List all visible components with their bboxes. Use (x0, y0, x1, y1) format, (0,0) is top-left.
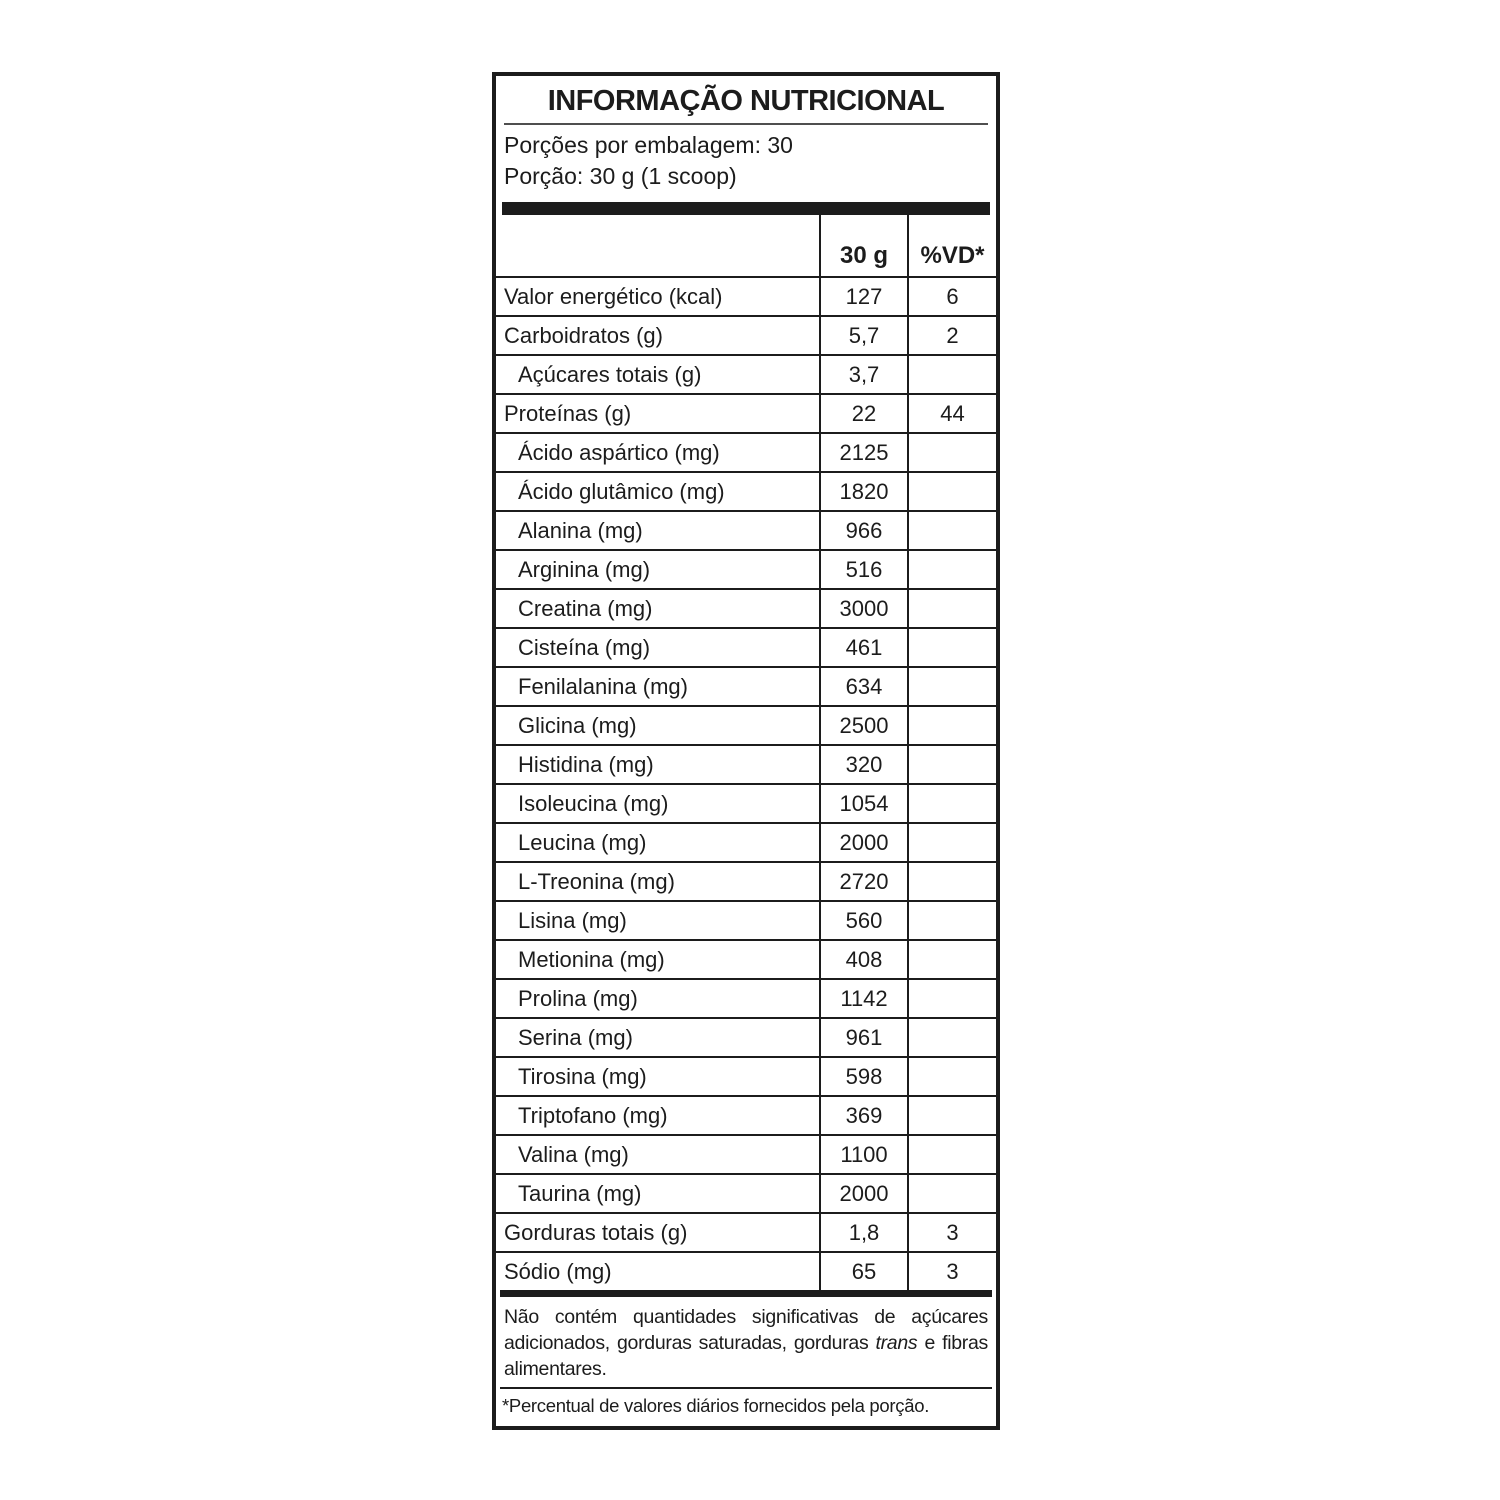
table-row (496, 433, 996, 472)
row-amount-cell: 1054 (820, 784, 908, 823)
row-name-cell: Alanina (mg) (496, 511, 820, 550)
row-name-cell: Prolina (mg) (496, 979, 820, 1018)
table-row (496, 1018, 996, 1057)
row-name-cell: Tirosina (mg) (496, 1057, 820, 1096)
table-row (496, 589, 996, 628)
row-name-cell: Gorduras totais (g) (496, 1213, 820, 1252)
table-row (496, 823, 996, 862)
header-dv-cell: %VD* (908, 215, 996, 277)
row-amount-cell: 1820 (820, 472, 908, 511)
table-row (496, 511, 996, 550)
row-dv-cell (908, 745, 996, 784)
nutrition-table (496, 215, 996, 1290)
row-name-cell: Lisina (mg) (496, 901, 820, 940)
row-amount-cell: 2125 (820, 433, 908, 472)
row-amount-cell: 22 (820, 394, 908, 433)
row-dv-cell: 6 (908, 277, 996, 316)
table-row (496, 862, 996, 901)
table-row (496, 667, 996, 706)
row-dv-cell (908, 628, 996, 667)
row-amount-cell: 5,7 (820, 316, 908, 355)
row-dv-cell (908, 940, 996, 979)
row-amount-cell: 1142 (820, 979, 908, 1018)
nutrition-label (492, 72, 1000, 1430)
header-amount-cell: 30 g (820, 215, 908, 277)
row-dv-cell (908, 784, 996, 823)
table-row (496, 901, 996, 940)
row-name-cell: Leucina (mg) (496, 823, 820, 862)
row-dv-cell (908, 511, 996, 550)
row-amount-cell: 369 (820, 1096, 908, 1135)
row-name-cell: Sódio (mg) (504, 1258, 612, 1284)
row-amount-cell: 598 (820, 1057, 908, 1096)
row-dv-cell: 3 (908, 1252, 996, 1290)
table-row (496, 394, 996, 433)
row-name-cell: Metionina (mg) (496, 940, 820, 979)
servings-block (496, 125, 996, 202)
table-row (496, 1135, 996, 1174)
row-amount-cell: 408 (820, 940, 908, 979)
serving-size: Porção: 30 g (1 scoop) (504, 163, 737, 189)
row-name-cell: Açúcares totais (g) (496, 355, 820, 394)
row-dv-cell: 44 (908, 394, 996, 433)
row-name-cell: Triptofano (mg) (496, 1096, 820, 1135)
note-text-italic: trans (875, 1332, 918, 1354)
row-name-cell: Glicina (mg) (496, 706, 820, 745)
row-amount-cell: 1,8 (820, 1213, 908, 1252)
servings-per-package: Porções por embalagem: 30 (504, 132, 793, 158)
row-name-cell: Cisteína (mg) (496, 628, 820, 667)
note-text-start: Não contém quantidades significativas de açúcares adicionados, gorduras saturadas, gorduras (504, 1306, 988, 1354)
row-dv-cell (908, 667, 996, 706)
row-dv-cell (908, 1174, 996, 1213)
row-dv-cell (908, 472, 996, 511)
row-amount-cell: 461 (820, 628, 908, 667)
table-row (496, 355, 996, 394)
table-row (496, 628, 996, 667)
row-dv-cell (908, 1018, 996, 1057)
no-significant-amounts-note (496, 1297, 996, 1387)
row-dv-cell (908, 979, 996, 1018)
row-name-cell: Creatina (mg) (496, 589, 820, 628)
row-amount-cell: 65 (820, 1252, 908, 1290)
row-name-cell: Valina (mg) (496, 1135, 820, 1174)
table-row (496, 472, 996, 511)
row-amount-cell: 516 (820, 550, 908, 589)
row-amount-cell: 634 (820, 667, 908, 706)
row-dv-cell (908, 1096, 996, 1135)
nutrition-table-body (496, 277, 996, 1290)
row-amount-cell: 2720 (820, 862, 908, 901)
table-row (496, 550, 996, 589)
row-dv-cell (908, 433, 996, 472)
bottom-divider-bar (500, 1290, 992, 1297)
table-row (496, 1252, 996, 1290)
row-name-cell: Isoleucina (mg) (496, 784, 820, 823)
row-dv-cell (908, 355, 996, 394)
table-row (496, 1213, 996, 1252)
top-divider-bar (502, 202, 990, 215)
note-text-end: e fibras alimentares. (504, 1332, 988, 1380)
row-dv-cell (908, 550, 996, 589)
table-row (496, 1174, 996, 1213)
row-amount-cell: 3000 (820, 589, 908, 628)
table-row (496, 316, 996, 355)
table-row (496, 706, 996, 745)
row-dv-cell (908, 1057, 996, 1096)
row-amount-cell: 127 (820, 277, 908, 316)
row-name-cell: Valor energético (kcal) (496, 277, 820, 316)
row-dv-cell (908, 823, 996, 862)
row-amount-cell: 560 (820, 901, 908, 940)
daily-values-footnote: *Percentual de valores diários fornecidos pela porção. (502, 1395, 930, 1416)
table-header-row (496, 215, 996, 277)
row-amount-cell: 320 (820, 745, 908, 784)
table-row (496, 745, 996, 784)
row-name-cell: Ácido glutâmico (mg) (496, 472, 820, 511)
header-empty-cell (496, 215, 820, 277)
row-amount-cell: 2000 (820, 823, 908, 862)
row-name-cell: Fenilalanina (mg) (496, 667, 820, 706)
row-dv-cell (908, 862, 996, 901)
row-name-cell: Histidina (mg) (496, 745, 820, 784)
table-row (496, 940, 996, 979)
row-dv-cell (908, 706, 996, 745)
row-name-cell: Proteínas (g) (496, 394, 820, 433)
row-amount-cell: 966 (820, 511, 908, 550)
row-name-cell: Carboidratos (g) (496, 316, 820, 355)
row-dv-cell (908, 589, 996, 628)
table-row (496, 1096, 996, 1135)
row-name-cell: Serina (mg) (496, 1018, 820, 1057)
row-name-cell: L-Treonina (mg) (496, 862, 820, 901)
table-row (496, 784, 996, 823)
table-row (496, 277, 996, 316)
label-title: INFORMAÇÃO NUTRICIONAL (547, 85, 945, 117)
row-amount-cell: 3,7 (820, 355, 908, 394)
row-amount-cell: 1100 (820, 1135, 908, 1174)
row-dv-cell: 3 (908, 1213, 996, 1252)
row-dv-cell (908, 901, 996, 940)
row-amount-cell: 961 (820, 1018, 908, 1057)
row-name-cell: Arginina (mg) (496, 550, 820, 589)
row-name-cell: Taurina (mg) (496, 1174, 820, 1213)
row-amount-cell: 2500 (820, 706, 908, 745)
row-name-cell: Ácido aspártico (mg) (496, 433, 820, 472)
table-row (496, 1057, 996, 1096)
row-dv-cell (908, 1135, 996, 1174)
row-dv-cell: 2 (908, 316, 996, 355)
table-row (496, 979, 996, 1018)
row-amount-cell: 2000 (820, 1174, 908, 1213)
